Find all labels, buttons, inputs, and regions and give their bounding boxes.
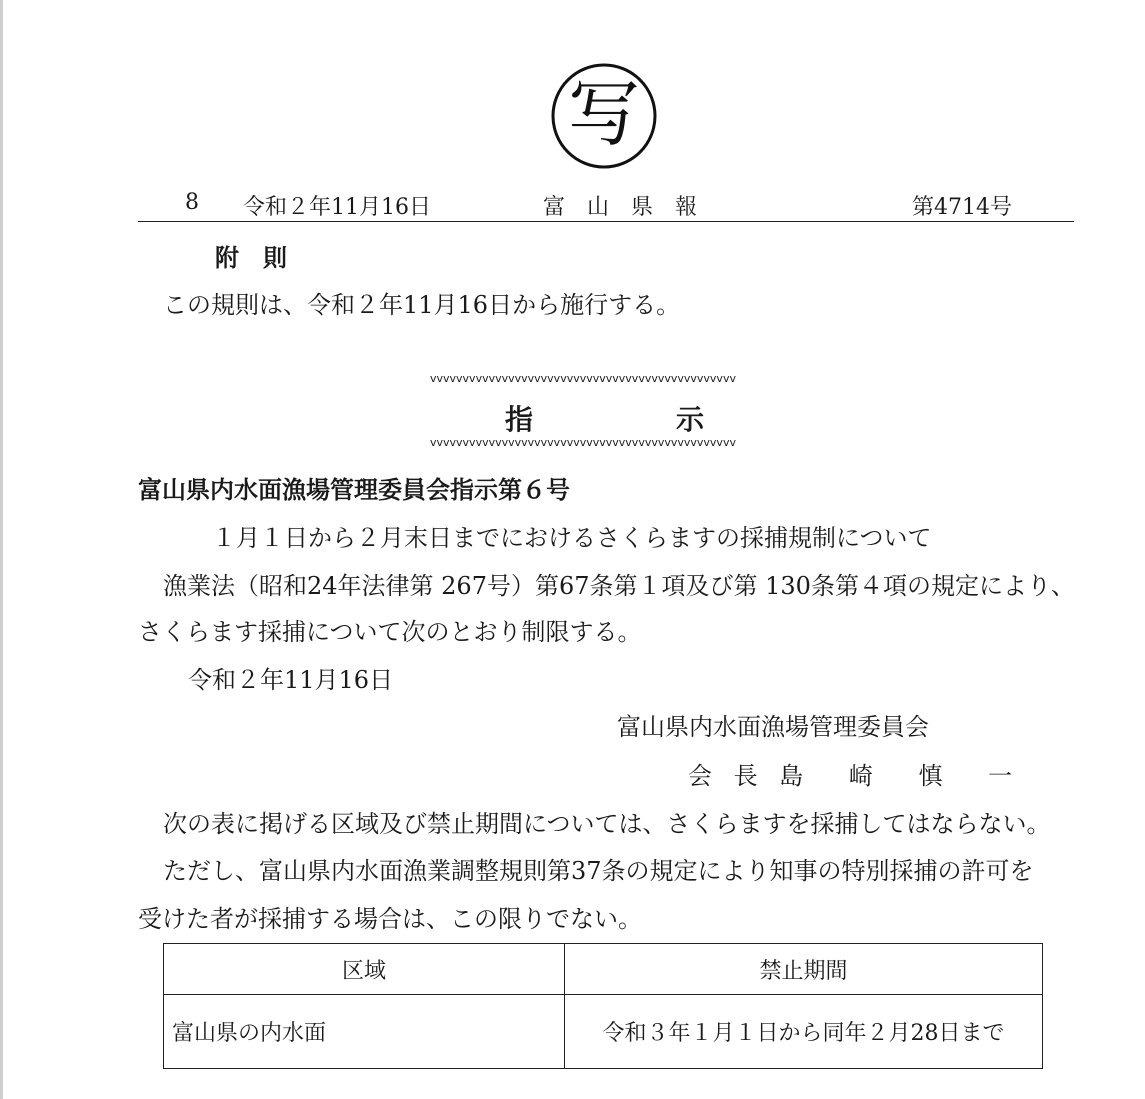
- header-rule: [138, 221, 1074, 222]
- publication-name: 富 山 県 報: [543, 195, 698, 220]
- page-number: 8: [185, 190, 199, 215]
- directive-intro-line2: さくらます採捕について次のとおり制限する。: [138, 618, 642, 646]
- issuer-name: 会 長 島 崎 慎 一: [688, 762, 1013, 790]
- rule-line3: 受けた者が採捕する場合は、この限りでない。: [138, 905, 642, 933]
- header-period: 禁止期間: [565, 944, 1043, 995]
- supplementary-text: この規則は、令和２年11月16日から施行する。: [163, 291, 681, 319]
- rule-line1: 次の表に掲げる区域及び禁止期間については、さくらますを採捕してはならない。: [163, 810, 1051, 838]
- cell-period: 令和３年１月１日から同年２月28日まで: [565, 995, 1043, 1069]
- page-edge: [0, 0, 3, 1099]
- rule-line2: ただし、富山県内水面漁業調整規則第37条の規定により知事の特別採捕の許可を: [163, 857, 1034, 885]
- directive-subject: １月１日から２月末日までにおけるさくらますの採捕規制について: [212, 524, 932, 552]
- directive-date: 令和２年11月16日: [188, 666, 394, 694]
- directive-intro-line1: 漁業法（昭和24年法律第 267号）第67条第１項及び第 130条第４項の規定により、: [163, 572, 1075, 600]
- restriction-table: [163, 943, 1043, 1069]
- table-header-row: [164, 944, 1043, 995]
- copy-stamp: [550, 62, 658, 170]
- section-decor-top: vvvvvvvvvvvvvvvvvvvvvvvvvvvvvvvvvvvvvvvvvvvvvvv: [430, 372, 736, 385]
- directive-title: 富山県内水面漁場管理委員会指示第６号: [138, 476, 570, 504]
- issuer-organization: 富山県内水面漁場管理委員会: [617, 713, 929, 741]
- supplementary-heading: 附 則: [215, 244, 287, 272]
- issue-number: 第4714号: [912, 195, 1012, 220]
- section-title-left: 指: [505, 403, 534, 436]
- header-date: 令和２年11月16日: [243, 195, 431, 220]
- header-area: 区域: [164, 944, 565, 995]
- table-row: [164, 995, 1043, 1069]
- cell-area: 富山県の内水面: [164, 995, 565, 1069]
- stamp-character: 写: [567, 72, 640, 156]
- section-title-right: 示: [676, 403, 705, 436]
- section-decor-bottom: vvvvvvvvvvvvvvvvvvvvvvvvvvvvvvvvvvvvvvvvvvvvvvv: [430, 436, 736, 449]
